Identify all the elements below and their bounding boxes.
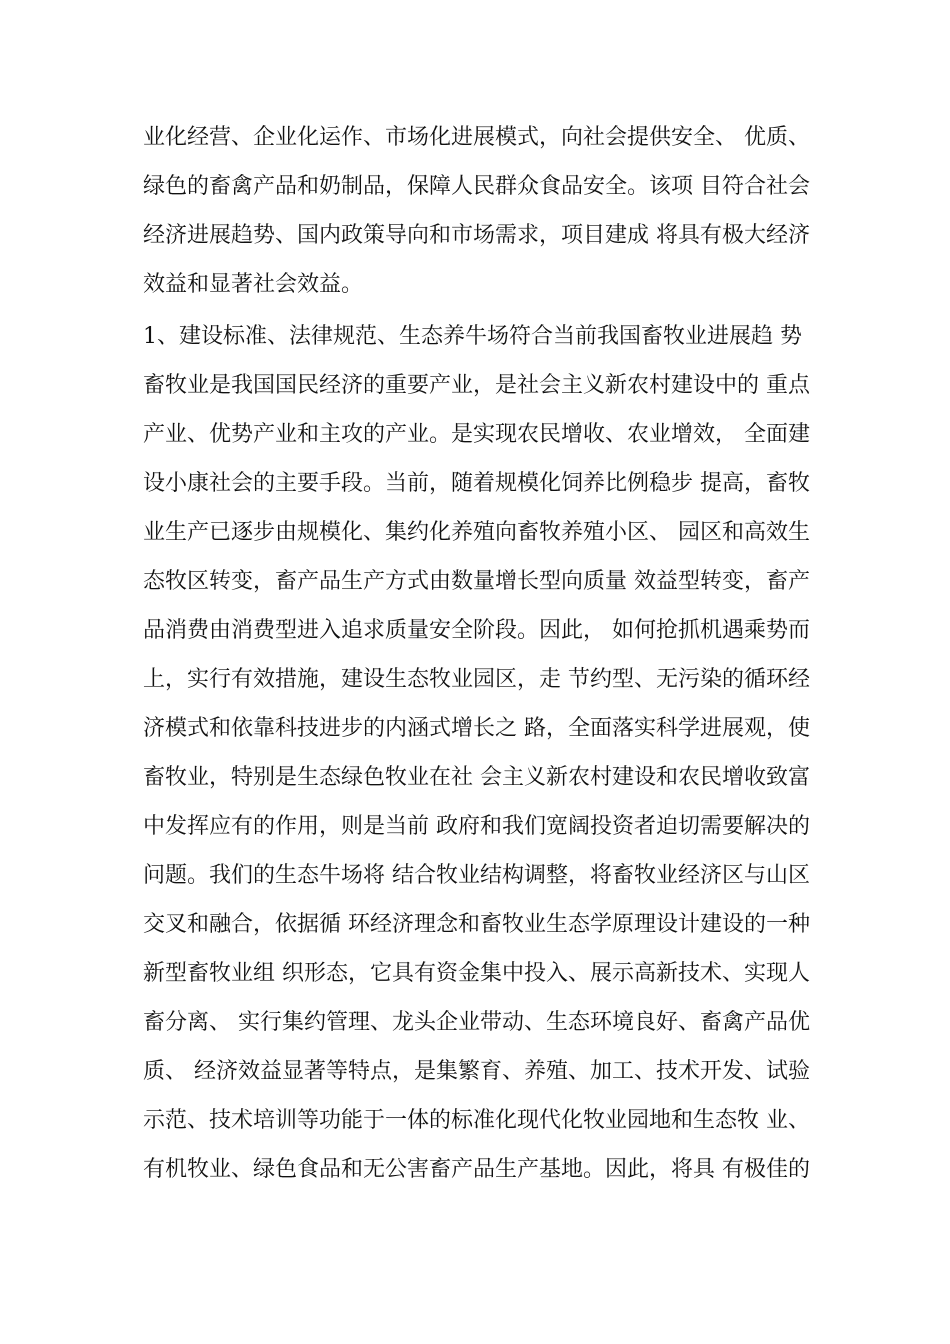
text-line: 态牧区转变，畜产品生产方式由数量增长型向质量 效益型转变，畜产 <box>143 569 810 594</box>
text-line: 畜牧业是我国国民经济的重要产业，是社会主义新农村建设中的 重点 <box>143 373 810 398</box>
text-line: 品消费由消费型进入追求质量安全阶段。因此， 如何抢抓机遇乘势而 <box>143 618 810 643</box>
text-line: 畜牧业，特别是生态绿色牧业在社 会主义新农村建设和农民增收致富 <box>143 765 810 790</box>
text-line: 示范、技术培训等功能于一体的标准化现代化牧业园地和生态牧 业、 <box>143 1108 810 1133</box>
text-line: 畜分离、 实行集约管理、龙头企业带动、生态环境良好、畜禽产品优 <box>143 1010 810 1035</box>
text-line: 产业、优势产业和主攻的产业。是实现农民增收、农业增效， 全面建 <box>143 422 810 447</box>
text-line: 有机牧业、绿色食品和无公害畜产品生产基地。因此，将具 有极佳的 <box>143 1157 810 1182</box>
text-line: 问题。我们的生态牛场将 结合牧业结构调整，将畜牧业经济区与山区 <box>143 863 810 888</box>
text-line: 经济进展趋势、国内政策导向和市场需求，项目建成 将具有极大经济 <box>143 223 810 248</box>
text-line: 交叉和融合，依据循 环经济理念和畜牧业生态学原理设计建设的一种 <box>143 912 810 937</box>
text-line: 业化经营、企业化运作、市场化进展模式，向社会提供安全、 优质、 <box>143 125 810 150</box>
text-line: 质、 经济效益显著等特点，是集繁育、养殖、加工、技术开发、试验 <box>143 1059 810 1084</box>
text-line: 设小康社会的主要手段。当前，随着规模化饲养比例稳步 提高，畜牧 <box>143 471 810 496</box>
text-line: 中发挥应有的作用，则是当前 政府和我们宽阔投资者迫切需要解决的 <box>143 814 810 839</box>
section-heading: 1、建设标准、法律规范、生态养牛场符合当前我国畜牧业进展趋 势 <box>143 324 802 349</box>
text-line: 新型畜牧业组 织形态，它具有资金集中投入、展示高新技术、实现人 <box>143 961 810 986</box>
text-line: 上，实行有效措施，建设生态牧业园区，走 节约型、无污染的循环经 <box>143 667 810 692</box>
text-line: 效益和显著社会效益。 <box>143 272 364 297</box>
text-line: 济模式和依靠科技进步的内涵式增长之 路，全面落实科学进展观，使 <box>143 716 810 741</box>
text-line: 业生产已逐步由规模化、集约化养殖向畜牧养殖小区、 园区和高效生 <box>143 520 810 545</box>
text-line: 绿色的畜禽产品和奶制品，保障人民群众食品安全。该项 目符合社会 <box>143 174 810 199</box>
